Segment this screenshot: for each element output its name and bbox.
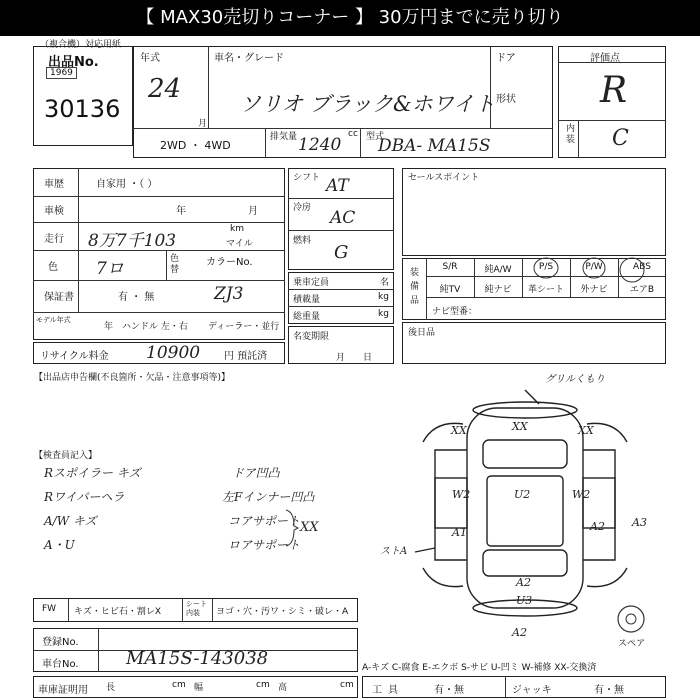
displacement-label: 排気量 xyxy=(270,132,298,142)
recycle-unit: 円 預託済 xyxy=(224,351,268,362)
after-label: 後日品 xyxy=(408,328,436,338)
year-label: 年式 xyxy=(140,53,160,64)
lot-label: 出品No. xyxy=(48,55,99,70)
mark-2: XX xyxy=(578,424,594,437)
color-value: 7ロ xyxy=(96,259,124,279)
spare-tire-icon xyxy=(616,604,646,634)
equip-r2-4: エアB xyxy=(629,285,655,295)
equip-r2-3: 外ナビ xyxy=(580,285,608,295)
mark-7: A3 xyxy=(632,516,647,529)
shaken-year-unit: 年 xyxy=(176,206,186,217)
shape-label: 形状 xyxy=(496,94,516,105)
car-diagram xyxy=(405,380,645,630)
door-label: ドア xyxy=(496,53,516,64)
cert-unit-3: cm xyxy=(256,680,270,690)
load-unit: kg xyxy=(378,292,389,302)
cert-unit-5: cm xyxy=(340,680,354,690)
year-value: 24 xyxy=(148,74,182,104)
equip-r2-2: 革シート xyxy=(527,285,564,295)
lot-number: 30136 xyxy=(44,95,121,123)
mileage-value: 8万7千103 xyxy=(88,231,177,251)
displacement-value: 1240 xyxy=(298,135,342,155)
cert-unit-2: 幅 xyxy=(194,683,204,693)
model-label: 型式 xyxy=(366,132,385,142)
capacity-label: 乗車定員 xyxy=(293,278,330,288)
insp-right-0: ドア凹凸 xyxy=(232,466,280,480)
drive-label: 2WD ・ 4WD xyxy=(160,139,231,152)
mark-4: U2 xyxy=(514,488,531,501)
color-no-value: ZJ3 xyxy=(214,284,244,304)
equipment-circles xyxy=(400,250,670,300)
mark-1: XX xyxy=(512,420,528,433)
recycle-value: 10900 xyxy=(146,343,201,363)
load-label: 積載量 xyxy=(293,295,321,305)
capacity-unit: 名 xyxy=(380,278,390,288)
month-unit: 月 xyxy=(198,119,208,129)
interior-value: C xyxy=(612,126,629,151)
model-year-unit: 年 xyxy=(104,322,114,332)
shift-label: シフト xyxy=(293,173,321,183)
interior-label: 内装 xyxy=(566,124,576,145)
mile-unit: マイル xyxy=(226,239,253,249)
equip-r2-0: 純TV xyxy=(439,285,461,295)
fw-label: FW xyxy=(42,604,57,614)
mark-11: A2 xyxy=(512,626,527,639)
sales-point-label: セールスポイント xyxy=(408,173,480,183)
insp-right-3: ロアサポート xyxy=(228,538,301,552)
insp-right-2: コアサポート xyxy=(228,514,301,528)
defects-header: 【出品店申告欄(不良箇所・欠品・注意事項等)】 xyxy=(34,373,231,383)
color-no-label: カラーNo. xyxy=(206,257,253,268)
recycle-label: リサイクル料金 xyxy=(40,351,109,362)
cert-unit-1: cm xyxy=(172,680,186,690)
diagram-top-note: グリルくもり xyxy=(545,374,605,385)
equip-r1-2: P/S xyxy=(538,262,554,272)
jack-label: ジャッキ xyxy=(512,685,552,696)
insp-right-note: XX xyxy=(300,520,319,535)
cert-unit-0: 長 xyxy=(106,683,116,693)
shift-value: AT xyxy=(326,176,349,196)
insp-left-3: A・U xyxy=(44,538,75,552)
change-unit: 月日 xyxy=(336,353,391,363)
tools-label: 工具 xyxy=(372,685,404,696)
diagram-left-note: ストA xyxy=(380,546,408,557)
cc-unit: cc xyxy=(348,129,358,139)
spare-label: スペア xyxy=(618,639,646,649)
top-note: （複合機）対応用紙 xyxy=(40,40,122,50)
mark-5: W2 xyxy=(572,488,591,501)
equip-r1-3: P/W xyxy=(585,262,603,272)
cert-label: 車庫証明用 xyxy=(38,685,88,696)
insp-right-1: 左Fインナー凹凸 xyxy=(222,490,315,504)
ac-value: AC xyxy=(330,208,356,228)
mark-0: XX xyxy=(451,424,467,437)
jack-value: 有・無 xyxy=(594,685,624,696)
model-year-label: モデル年式 xyxy=(36,316,71,324)
weight-label: 総重量 xyxy=(293,312,321,322)
insp-left-2: A/W キズ xyxy=(44,514,97,528)
rating-label: 評価点 xyxy=(590,53,620,64)
name-value: ソリオ ブラック&ホワイト xyxy=(240,92,496,116)
chassis-label: 車台No. xyxy=(42,659,79,670)
change-label: 名変期限 xyxy=(293,332,330,342)
handle-label: ハンドル 左・右 xyxy=(122,322,188,332)
rating-value: R xyxy=(600,70,628,111)
insp-left-1: Rワイパーヘラ xyxy=(44,490,125,504)
color-label: 色 xyxy=(48,262,58,273)
banner: 【 MAX30売切りコーナー 】 30万円までに売り切り xyxy=(0,0,700,36)
mark-10: U3 xyxy=(516,594,533,607)
equip-r1-0: S/R xyxy=(442,262,458,272)
equipment-label: 装備品 xyxy=(410,268,420,306)
seat-label: シート内装 xyxy=(186,600,207,617)
fw-value: キズ・ヒビ石・割レX xyxy=(74,607,161,617)
mark-3: W2 xyxy=(452,488,471,501)
cert-unit-4: 高 xyxy=(278,683,288,693)
equip-r1-1: 純A/W xyxy=(484,265,512,275)
legend: A-キズ C-腐食 E-エクボ S-サビ U-凹ミ W-補修 XX-交換済 xyxy=(362,663,597,673)
shaken-month-unit: 月 xyxy=(248,206,258,217)
chassis-value: MA15S-143038 xyxy=(126,648,269,669)
mark-9: A2 xyxy=(516,576,531,589)
after-box xyxy=(402,322,666,364)
fuel-label: 燃料 xyxy=(293,236,312,246)
tools-value: 有・無 xyxy=(434,685,464,696)
fuel-value: G xyxy=(334,242,349,263)
dealer-label: ディーラー・並行 xyxy=(208,322,280,332)
insp-left-0: Rスポイラー キズ xyxy=(44,466,141,480)
reki-value: 自家用 ・（ ） xyxy=(96,179,158,190)
color-change-label: 色替 xyxy=(170,254,180,275)
brace xyxy=(282,508,302,548)
km-unit: km xyxy=(230,224,244,234)
inspector-header: 【検査員記入】 xyxy=(34,451,98,461)
name-label: 車名・グレード xyxy=(214,53,284,64)
reki-label: 車歴 xyxy=(44,179,64,190)
model-value: DBA- MA15S xyxy=(378,136,491,156)
equip-r1-4: ABS xyxy=(633,262,651,272)
lot-stamp: 1969 xyxy=(46,67,77,79)
seat-value: ヨゴ・穴・汚ワ・シミ・破レ・A xyxy=(216,607,349,617)
equip-r2-1: 純ナビ xyxy=(484,285,512,295)
weight-unit: kg xyxy=(378,309,389,319)
warranty-value: 有 ・ 無 xyxy=(118,292,155,303)
mileage-label: 走行 xyxy=(44,234,64,245)
ac-label: 冷房 xyxy=(293,203,312,213)
navi-label: ナビ型番： xyxy=(432,307,478,317)
lot-box xyxy=(33,46,133,146)
warranty-label: 保証書 xyxy=(44,292,74,303)
reg-label: 登録No. xyxy=(42,637,79,648)
mark-8: A1 xyxy=(452,526,467,539)
shaken-label: 車検 xyxy=(44,206,64,217)
mark-6: A2 xyxy=(590,520,605,533)
